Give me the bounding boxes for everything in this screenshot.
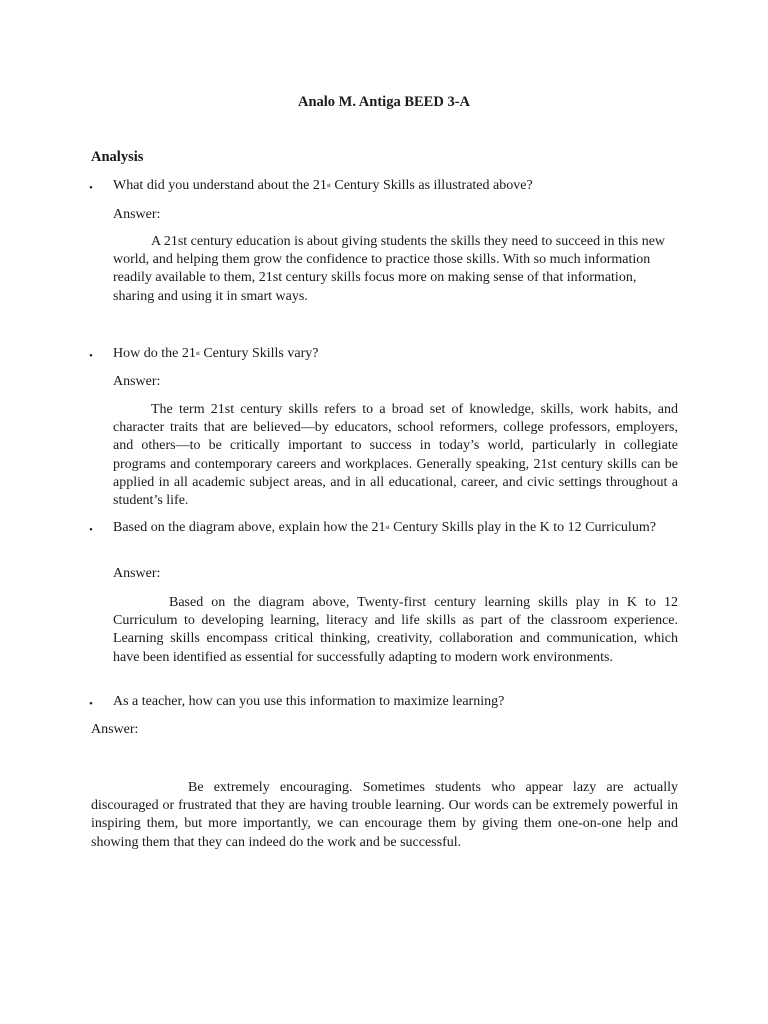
document-title: Analo M. Antiga BEED 3-A (297, 94, 470, 110)
answer-label-1: Answer: (113, 207, 161, 222)
bullet-2: • (89, 350, 93, 362)
bullet-4: • (89, 698, 93, 710)
question-2-text: How do the 21 (113, 346, 196, 361)
question-1-text-end: Century Skills as illustrated above? (330, 178, 533, 193)
question-1-text: What did you understand about the 21 (113, 178, 327, 193)
bullet-1: • (89, 182, 93, 194)
question-3-text: Based on the diagram above, explain how the 21 (113, 520, 386, 535)
question-4 (113, 693, 678, 711)
question-1 (113, 177, 678, 195)
answer-2 (113, 401, 678, 510)
question-4-text: As a teacher, how can you use this information to maximize learning? (113, 694, 505, 709)
answer-2-text: The term 21st century skills refers to a broad set of knowledge, skills, work habits, and character traits that are believed—by educators, school reformers, college professors, employers, and others—to be critically important to success in today’s world, particularly in collegiate programs and contemporary careers and workplaces. Generally speaking, 21st century skills can be applied in all academic subject areas, and in all educational, career, and civic settings throughout a student’s life. (113, 402, 678, 509)
bullet-3: • (89, 524, 93, 536)
question-1-ordinal: st (326, 183, 331, 189)
answer-label-2: Answer: (113, 374, 161, 389)
question-2 (113, 345, 678, 363)
section-heading: Analysis (91, 149, 144, 165)
answer-3-text: Based on the diagram above, Twenty-first century learning skills play in K to 12 Curriculum to developing learning, literacy and life skills as part of the classroom experience. Learning skills encompass critical thinking, creativity, collaboration and communication, which have been identified as essential for successfully adapting to modern work environments. (113, 595, 678, 665)
question-3-text-end: Century Skills play in the K to 12 Curriculum? (389, 520, 656, 535)
question-3-ordinal: st (385, 525, 390, 531)
answer-4 (91, 779, 678, 852)
question-2-text-end: Century Skills vary? (199, 346, 319, 361)
answer-1 (113, 233, 678, 306)
answer-3 (113, 594, 678, 667)
answer-1-text: A 21st century education is about giving students the skills they need to succeed in this new world, and helping them grow the confidence to practice those skills. With so much information readily available to them, 21st century skills focus more on making sense of that information, sharing and using it in smart ways. (113, 234, 666, 304)
answer-label-3: Answer: (113, 566, 161, 581)
question-3 (113, 519, 678, 537)
answer-4-text: Be extremely encouraging. Sometimes students who appear lazy are actually discouraged or frustrated that they are having trouble learning. Our words can be extremely powerful in inspiring them, but more importantly, we can encourage them by giving them one-on-one help and showing them that they can indeed do the work and be successful. (91, 780, 678, 850)
answer-label-4: Answer: (91, 722, 139, 737)
question-2-ordinal: st (195, 351, 200, 357)
